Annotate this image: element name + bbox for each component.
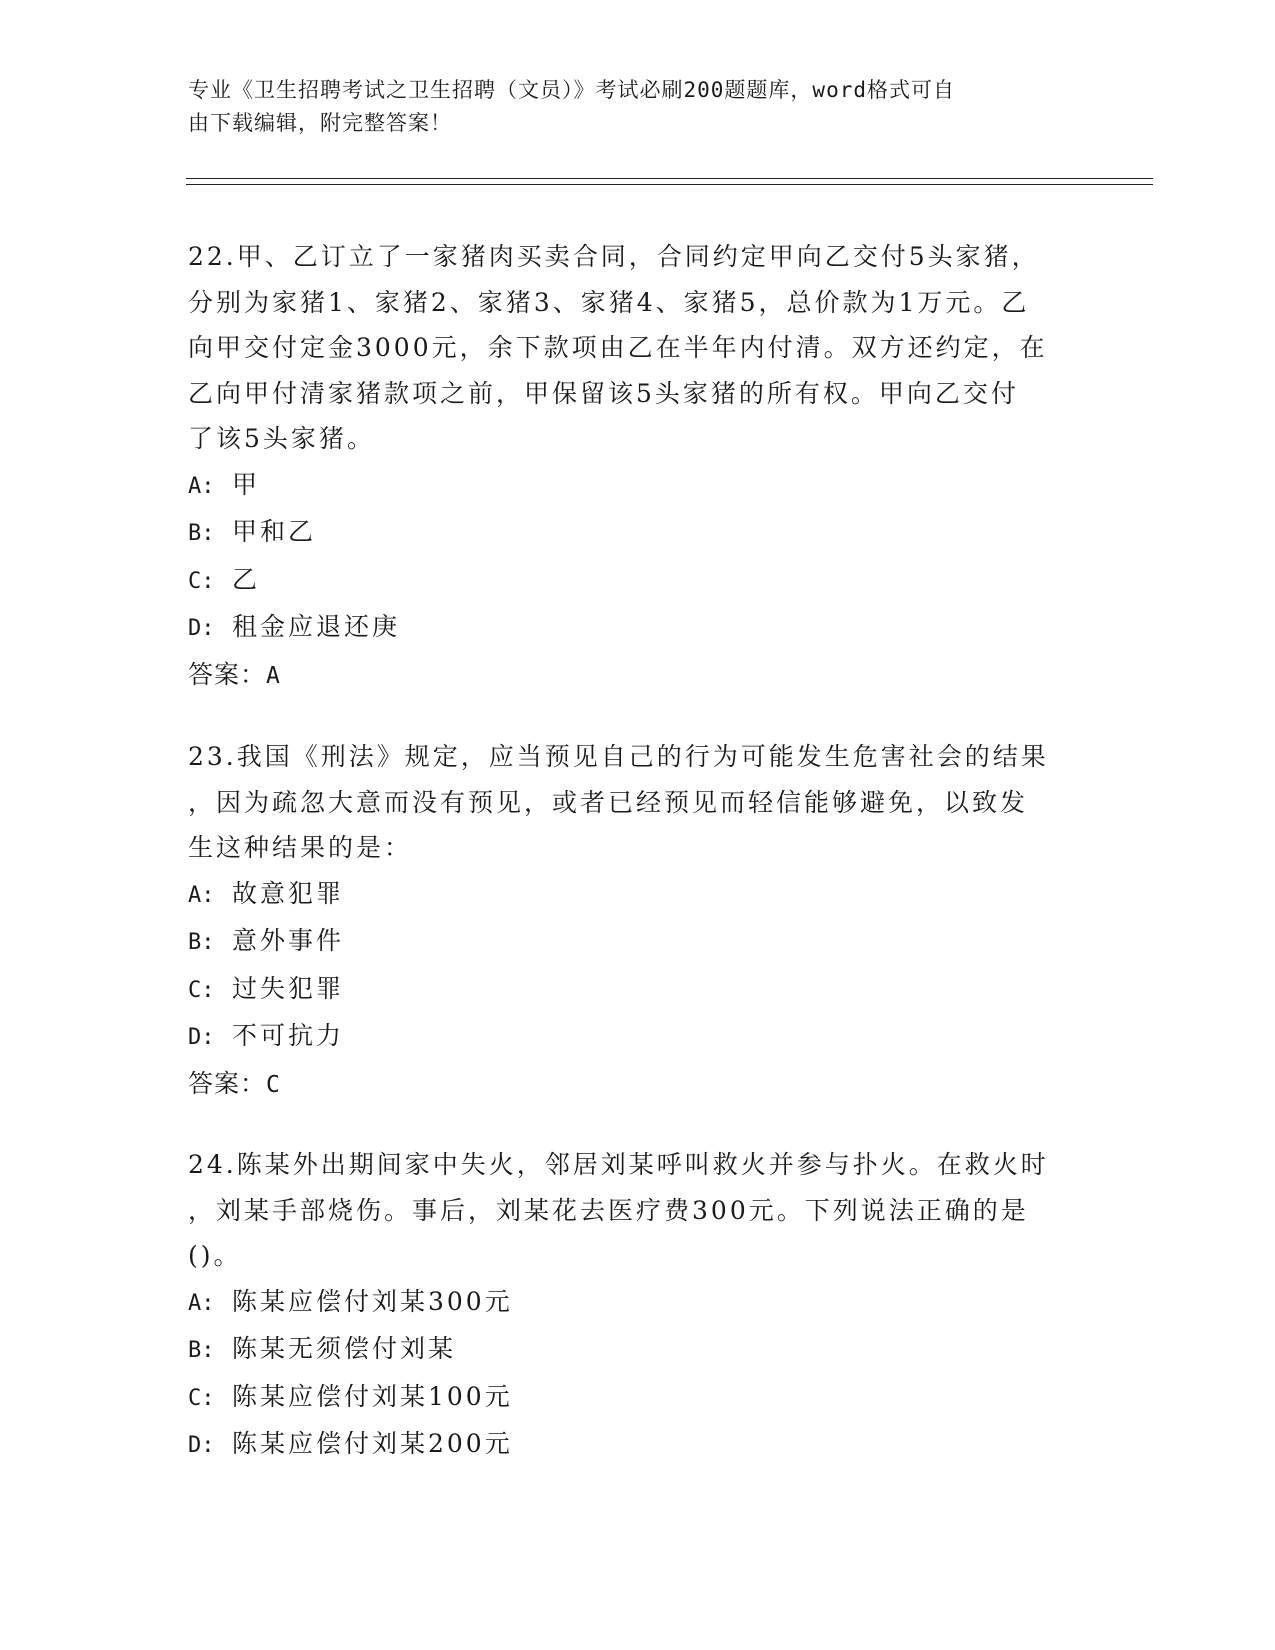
option-c xyxy=(188,966,1088,1014)
header-line-1: 专业《卫生招聘考试之卫生招聘（文员）》考试必刷200题题库，word格式可自 xyxy=(188,78,955,102)
option-letter: A: xyxy=(188,1290,215,1316)
question-line: 生这种结果的是： xyxy=(188,833,413,862)
option-letter: C: xyxy=(188,1385,215,1411)
answer-value: A xyxy=(266,662,281,689)
option-text: 甲 xyxy=(232,469,261,499)
option-letter: D: xyxy=(188,1025,215,1050)
option-text: 陈某应偿付刘某200元 xyxy=(232,1429,513,1458)
question-line: 22.甲、乙订立了一家猪肉买卖合同，合同约定甲向乙交付5头家猪， xyxy=(188,242,1040,271)
question-22 xyxy=(188,234,1088,699)
header-divider-bottom xyxy=(186,184,1153,185)
option-c xyxy=(188,1374,1088,1422)
option-text: 陈某无须偿付刘某 xyxy=(232,1334,457,1363)
option-a xyxy=(188,1279,1088,1327)
option-b xyxy=(188,1326,1088,1374)
option-letter: A: xyxy=(188,882,215,908)
question-line: 24.陈某外出期间家中失火，邻居刘某呼叫救火并参与扑火。在救火时 xyxy=(188,1150,1049,1179)
option-text: 过失犯罪 xyxy=(232,973,345,1003)
option-d xyxy=(188,604,1088,652)
question-text xyxy=(188,234,1088,462)
option-letter: A: xyxy=(188,473,215,499)
question-24 xyxy=(188,1142,1088,1469)
question-line: 乙向甲付清家猪款项之前，甲保留该5头家猪的所有权。甲向乙交付 xyxy=(188,378,1019,408)
option-text: 甲和乙 xyxy=(232,517,317,546)
answer-line xyxy=(188,652,1088,700)
option-a xyxy=(188,462,1088,510)
question-line: 23.我国《刑法》规定，应当预见自己的行为可能发生危害社会的结果 xyxy=(188,742,1049,771)
question-line: ，刘某手部烧伤。事后，刘某花去医疗费300元。下列说法正确的是 xyxy=(188,1195,1029,1225)
answer-line xyxy=(188,1061,1088,1109)
document-header xyxy=(188,74,1088,140)
answer-value: C xyxy=(266,1071,281,1098)
option-d xyxy=(188,1013,1088,1061)
option-a xyxy=(188,871,1088,919)
option-letter: D: xyxy=(188,1433,215,1458)
question-23 xyxy=(188,734,1088,1108)
option-text: 意外事件 xyxy=(232,926,345,955)
question-text xyxy=(188,1142,1088,1279)
question-text xyxy=(188,734,1088,871)
answer-label: 答案： xyxy=(188,1068,267,1098)
option-text: 乙 xyxy=(232,564,261,594)
question-line: 向甲交付定金3000元，余下款项由乙在半年内付清。双方还约定，在 xyxy=(188,333,1048,362)
answer-label: 答案： xyxy=(188,659,267,689)
question-line: ，因为疏忽大意而没有预见，或者已经预见而轻信能够避免，以致发 xyxy=(188,787,1029,817)
question-line: 了该5头家猪。 xyxy=(188,424,375,453)
option-c xyxy=(188,557,1088,605)
header-line-2: 由下载编辑，附完整答案！ xyxy=(188,111,452,135)
option-text: 租金应退还庚 xyxy=(232,612,401,641)
option-b xyxy=(188,509,1088,557)
question-line: ()。 xyxy=(188,1241,242,1270)
option-letter: B: xyxy=(188,930,215,955)
header-divider-top xyxy=(186,178,1153,179)
option-letter: C: xyxy=(188,977,215,1003)
option-letter: C: xyxy=(188,568,215,594)
option-text: 陈某应偿付刘某300元 xyxy=(232,1286,513,1316)
option-letter: D: xyxy=(188,616,215,641)
question-line: 分别为家猪1、家猪2、家猪3、家猪4、家猪5，总价款为1万元。乙 xyxy=(188,287,1030,317)
option-text: 不可抗力 xyxy=(232,1021,345,1050)
option-text: 陈某应偿付刘某100元 xyxy=(232,1381,513,1411)
option-d xyxy=(188,1421,1088,1469)
option-letter: B: xyxy=(188,521,215,546)
option-b xyxy=(188,918,1088,966)
option-text: 故意犯罪 xyxy=(232,878,345,908)
option-letter: B: xyxy=(188,1338,215,1363)
